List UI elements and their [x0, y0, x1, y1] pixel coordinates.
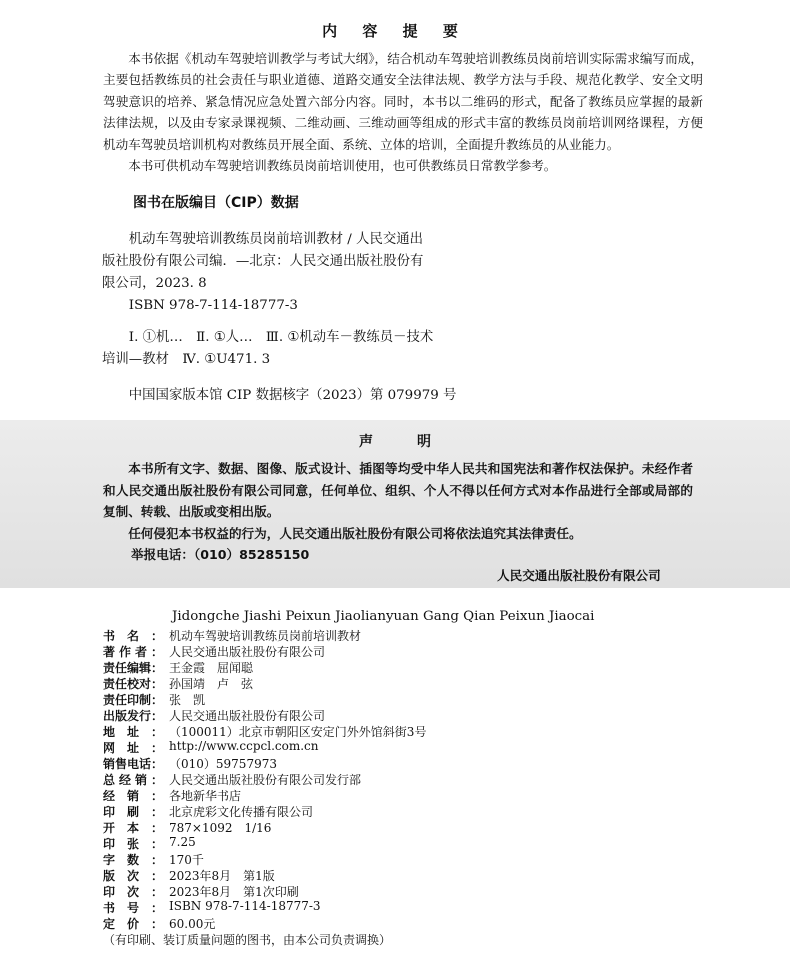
colophon-value: 机动车驾驶培训教练员岗前培训教材 — [169, 629, 362, 643]
colophon-label: 印次： — [103, 885, 163, 899]
colophon-label: 总经销： — [103, 773, 163, 787]
colophon-value: 7.25 — [169, 835, 196, 849]
colophon-value: 787×1092 1/16 — [169, 821, 272, 835]
declaration-publisher: 人民交通出版社股份有限公司 — [497, 568, 661, 583]
colophon-label: 地址： — [103, 725, 163, 739]
colophon-label: 著作者： — [103, 645, 163, 659]
colophon-value: 张 凯 — [169, 693, 206, 707]
colophon-value: （010）59757973 — [169, 757, 277, 771]
cip-line: 限公司，2023. 8 — [102, 276, 207, 291]
colophon-value: ISBN 978-7-114-18777-3 — [169, 899, 321, 913]
declaration-body — [103, 458, 693, 544]
pinyin-title: Jidongche Jiashi Peixun Jiaolianyuan Gang Qian Peixun Jiaocai — [172, 609, 595, 624]
colophon-value: 60.00元 — [169, 917, 216, 931]
colophon-label: 版次： — [103, 869, 163, 883]
report-phone: 举报电话：（010）85285150 — [131, 547, 310, 562]
summary-title: 内 容 提 要 — [322, 22, 468, 40]
colophon-value: http://www.ccpcl.com.cn — [169, 739, 319, 753]
colophon-value: 人民交通出版社股份有限公司 — [169, 709, 326, 723]
colophon-label: 书号： — [103, 901, 163, 915]
declaration-title: 声明 — [359, 434, 475, 450]
summary-body — [103, 48, 703, 176]
colophon-value: 王金霞 屈闻聪 — [169, 661, 254, 675]
colophon-label: 书名： — [103, 629, 163, 643]
cip-line: Ⅰ. ①机… Ⅱ. ①人… Ⅲ. ①机动车－教练员－技术 — [102, 330, 434, 345]
colophon-value: 孙国靖 卢 弦 — [169, 677, 254, 691]
cip-line: 版社股份有限公司编．—北京：人民交通出版社股份有 — [102, 254, 424, 269]
colophon-value: 170千 — [169, 853, 204, 867]
colophon-value: 2023年8月 第1版 — [169, 869, 275, 883]
cip-heading: 图书在版编目（CIP）数据 — [133, 195, 299, 211]
colophon-value: 人民交通出版社股份有限公司发行部 — [169, 773, 362, 787]
colophon-value: 2023年8月 第1次印刷 — [169, 885, 299, 899]
colophon-value: 人民交通出版社股份有限公司 — [169, 645, 326, 659]
summary-paragraph: 本书可供机动车驾驶培训教练员岗前培训使用，也可供教练员日常教学参考。 — [128, 158, 557, 174]
colophon-label: 印张： — [103, 837, 163, 851]
declaration-paragraph: 任何侵犯本书权益的行为，人民交通出版社股份有限公司将依法追究其法律责任。 — [128, 525, 582, 541]
colophon-note: （有印刷、装订质量问题的图书，由本公司负责调换） — [103, 933, 392, 947]
colophon-label: 责任校对： — [103, 677, 164, 691]
colophon-label: 出版发行： — [103, 709, 164, 723]
colophon-value: 各地新华书店 — [169, 789, 242, 803]
colophon-label: 责任编辑： — [103, 661, 164, 675]
declaration-paragraph: 本书所有文字、数据、图像、版式设计、插图等均受中华人民共和国宪法和著作权法保护。未经作者和人民交通出版社股份有限公司同意，任何单位、组织、个人不得以任何方式对本作品进行全部或局部的复制、转载、出版或变相出版。 — [103, 461, 693, 520]
colophon-label: 字数： — [103, 853, 163, 867]
colophon-label: 销售电话： — [103, 757, 164, 771]
colophon-label: 开本： — [103, 821, 163, 835]
cip-line: 培训—教材 Ⅳ. ①U471. 3 — [102, 352, 271, 367]
colophon-label: 网址： — [103, 741, 163, 755]
cip-line: ISBN 978-7-114-18777-3 — [102, 298, 298, 313]
cip-line: 中国国家版本馆 CIP 数据核字（2023）第 079979 号 — [102, 388, 457, 403]
colophon-label: 责任印制： — [103, 693, 164, 707]
colophon-label: 印刷： — [103, 805, 163, 819]
colophon-label: 经销： — [103, 789, 163, 803]
colophon-value: 北京虎彩文化传播有限公司 — [169, 805, 314, 819]
colophon-value: （100011）北京市朝阳区安定门外外馆斜街3号 — [169, 725, 427, 739]
cip-line: 机动车驾驶培训教练员岗前培训教材 / 人民交通出 — [102, 232, 424, 247]
colophon-label: 定价： — [103, 917, 163, 931]
summary-paragraph: 本书依据《机动车驾驶培训教学与考试大纲》，结合机动车驾驶培训教练员岗前培训实际需求编写而成，主要包括教练员的社会责任与职业道德、道路交通安全法律法规、教学方法与手段、规范化教学、安全文明驾驶意识的培养、紧急情况应急处置六部分内容。同时，本书以二维码的形式，配备了教练员应掌握的最新法律法规，以及由专家录课视频、二维动画、三维动画等组成的形式丰富的教练员岗前培训网络课程，方便机动车驾驶员培训机构对教练员开展全面、系统、立体的培训，全面提升教练员的从业能力。 — [103, 51, 703, 152]
